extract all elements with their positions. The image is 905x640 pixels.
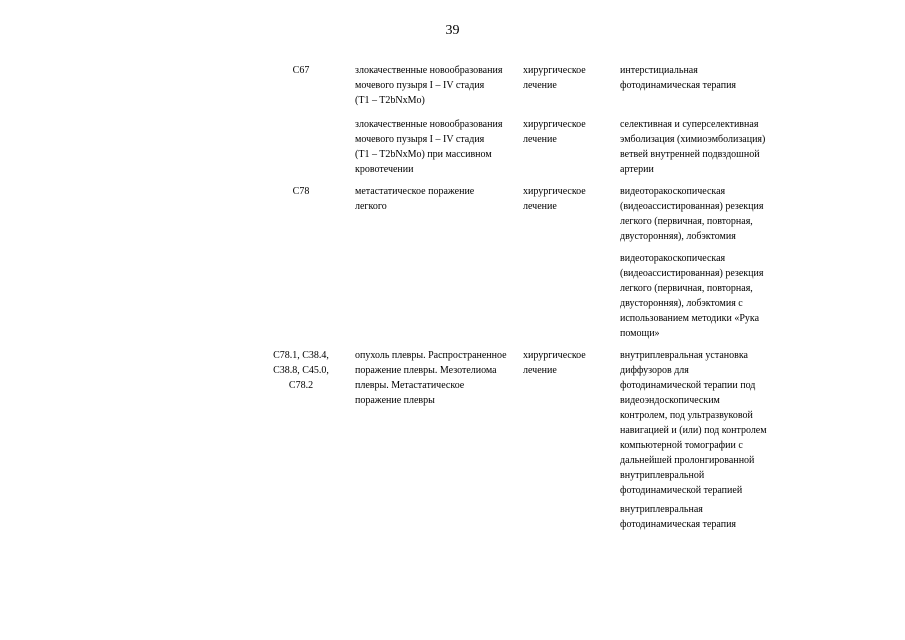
treatment-method: внутриплевральная фотодинамическая терапия bbox=[620, 504, 737, 530]
diagnosis: метастатическое поражение легкого bbox=[355, 186, 475, 212]
treatment-type: хирургическое лечение bbox=[523, 65, 586, 91]
diagnosis: злокачественные новообразования мочевого пузыря I – IV стадия (T1 – T2bNxMo) при массивном кровотечении bbox=[355, 119, 503, 175]
icd-code: C67 bbox=[292, 65, 310, 76]
icd-code: C78.1, C38.4, C38.8, C45.0, C78.2 bbox=[273, 350, 329, 391]
diagnosis: опухоль плевры. Распространенное поражение плевры. Мезотелиома плевры. Метастатическое поражение плевры bbox=[355, 350, 507, 406]
treatment-type: хирургическое лечение bbox=[523, 186, 586, 212]
treatment-method: интерстициальная фотодинамическая терапия bbox=[620, 65, 737, 91]
page-number: 39 bbox=[445, 23, 460, 38]
diagnosis: злокачественные новообразования мочевого пузыря I – IV стадия (T1 – T2bNxMo) bbox=[355, 65, 503, 106]
treatment-method: селективная и суперселективная эмболизация (химиоэмболизация) ветвей внутренней подвздошной артерии bbox=[620, 119, 766, 175]
treatment-method: видеоторакоскопическая (видеоассистированная) резекция легкого (первичная, повторная, двусторонняя), лобэктомия bbox=[620, 186, 764, 242]
icd-code: C78 bbox=[292, 186, 310, 197]
treatment-method: внутриплевральная установка диффузоров для фотодинамической терапии под видеоэндоскопическим контролем, под ультразвуковой навигацией и (или) под контролем компьютерной томографии с дальнейшей пролонгированной внутриплевральной фотодинамической терапией bbox=[620, 350, 767, 496]
treatment-type: хирургическое лечение bbox=[523, 119, 586, 145]
treatment-type: хирургическое лечение bbox=[523, 350, 586, 376]
treatment-method: видеоторакоскопическая (видеоассистированная) резекция легкого (первичная, повторная, двусторонняя), лобэктомия с использованием методики «Рука помощи» bbox=[620, 253, 764, 339]
